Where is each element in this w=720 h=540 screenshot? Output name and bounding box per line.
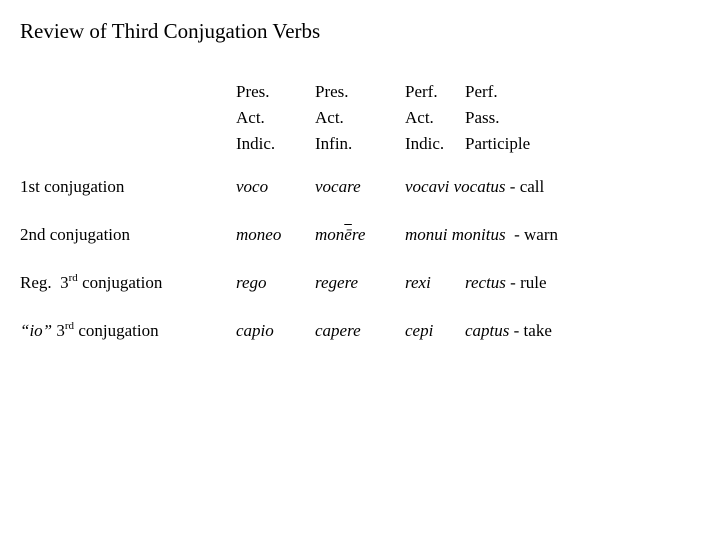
header-line: Indic.: [405, 134, 445, 153]
header-pres-act-indic: [236, 79, 275, 157]
ordinal-suffix: rd: [68, 272, 78, 284]
present-infinitive: vocare: [315, 177, 361, 196]
label-text: conjugation: [77, 273, 163, 292]
header-line: Indic.: [236, 134, 276, 153]
table-row: [0, 270, 720, 296]
row-label: [20, 270, 162, 298]
row-label: [20, 318, 159, 346]
header-line: Perf.: [405, 82, 438, 101]
header-perf-pass-participle: [465, 79, 530, 157]
header-pres-act-infin: [315, 79, 352, 157]
header-line: Act.: [236, 108, 265, 127]
table-row: [0, 318, 720, 344]
label-text: 3: [52, 321, 65, 340]
present-infinitive: [315, 222, 365, 248]
present-indicative: moneo: [236, 225, 282, 244]
header-line: Pres.: [315, 82, 349, 101]
row-label: 2nd conjugation: [20, 225, 131, 244]
label-text: conjugation: [74, 321, 159, 340]
perfect-and-participle: [405, 174, 544, 200]
meaning: - take: [509, 321, 552, 340]
page-title: Review of Third Conjugation Verbs: [20, 19, 321, 43]
infinitive-long-vowel: $\overline{ē}$: [344, 225, 352, 244]
header-line: Act.: [405, 108, 434, 127]
infinitive-ending: re: [351, 225, 366, 244]
meaning: - warn: [505, 225, 558, 244]
header-line: Pass.: [465, 108, 500, 127]
header-line: Pres.: [236, 82, 270, 101]
header-line: Infin.: [315, 134, 353, 153]
table-row: [0, 222, 720, 248]
perfect-participle: vocatus: [453, 177, 506, 196]
perfect-participle: monitus: [451, 225, 506, 244]
table-row: [0, 174, 720, 200]
label-italic: “io”: [20, 321, 53, 340]
participle-and-meaning: [465, 318, 552, 344]
header-line: Perf.: [465, 82, 498, 101]
row-label: 1st conjugation: [20, 177, 125, 196]
perfect-indicative: vocavi: [405, 177, 450, 196]
present-infinitive: capere: [315, 321, 361, 340]
infinitive-stem: mon: [315, 225, 345, 244]
perfect-indicative: monui: [405, 225, 448, 244]
perfect-participle: rectus: [465, 273, 506, 292]
meaning: - call: [505, 177, 545, 196]
perfect-indicative: rexi: [405, 273, 431, 292]
label-text: Reg. 3: [20, 273, 69, 292]
ordinal-suffix: rd: [64, 320, 75, 332]
perfect-indicative: cepi: [405, 321, 434, 340]
header-perf-act-indic: [405, 79, 444, 157]
present-indicative: voco: [236, 177, 269, 196]
perfect-participle: captus: [465, 321, 510, 340]
present-indicative: capio: [236, 321, 274, 340]
header-line: Participle: [465, 134, 531, 153]
present-infinitive: regere: [315, 273, 359, 292]
present-indicative: rego: [236, 273, 267, 292]
perfect-and-participle: [405, 222, 558, 248]
participle-and-meaning: [465, 270, 547, 296]
header-line: Act.: [315, 108, 344, 127]
meaning: - rule: [505, 273, 547, 292]
